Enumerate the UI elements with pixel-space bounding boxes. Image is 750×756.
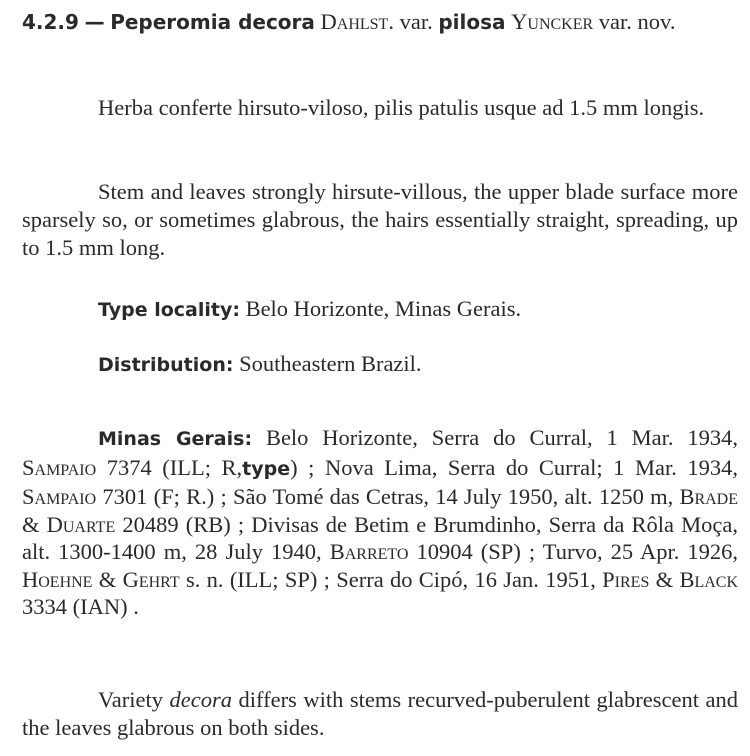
english-description: Stem and leaves strongly hirsute-villous, the upper blade surface more sparsely so, or sometimes glabrous, the hairs essentially straight, spreading, up to 1.5 mm long. [22,179,738,260]
specimens-examined [22,424,738,621]
specimen-text: Belo Horizonte, Serra do Curral, 1 Mar. 1934, [265,425,738,450]
specimen-text: s. n. (ILL; SP) ; Serra do Cipó, 16 Jan. 1951, [185,566,596,592]
type-locality-value: Belo Horizonte, Minas Gerais. [245,296,522,321]
type-locality-label: Type locality: [98,299,240,321]
species-name: Peperomia decora [110,10,315,34]
distribution-label: Distribution: [98,354,234,376]
distribution [22,350,738,379]
distribution-value: Southeastern Brazil. [239,351,422,376]
specimen-text: 7301 (F; R.) ; São Tomé das Cetras, 14 July 1950, alt. 1250 m, [102,484,674,509]
variety-author: Yuncker [511,9,594,34]
specimen-text: 10904 (SP) ; Turvo, 25 Apr. 1926, [416,539,739,564]
latin-diagnosis: Herba conferte hirsuto-viloso, pilis patulis usque ad 1.5 mm longis. [98,95,705,120]
collector-name: Brade & Duarte [22,484,739,537]
comparison-note [22,686,738,742]
type-locality [22,295,738,324]
variety-name: pilosa [438,10,506,34]
collector-name: Pires & Black [602,566,739,592]
var-abbrev: var. [399,9,433,34]
collector-name: Barreto [329,539,409,564]
section-number: 4.2.9 [22,10,79,34]
comparison-rest: differs with stems recurved-puberulent glabrescent and the leaves glabrous on both sides. [22,687,738,740]
collector-name: Sampaio [22,454,97,480]
comparison-variety: decora [169,687,232,712]
collector-name: Sampaio [22,484,97,509]
type-designation: type [242,457,291,480]
specimen-text: 3334 (IAN) . [22,594,139,619]
heading-dash: — [84,10,105,34]
comparison-prefix: Variety [98,687,163,712]
state-label: Minas Gerais: [98,428,253,450]
specimen-text: ) ; Nova Lima, Serra do Curral; 1 Mar. 1934, [290,454,738,480]
species-author: Dahlst. [320,9,394,34]
species-heading [22,8,738,36]
collector-name: Hoehne & Gehrt [22,566,180,592]
specimen-text: 7374 (ILL; R, [106,454,243,480]
novelty-status: var. nov. [598,9,676,34]
specimen-text: 20489 (RB) ; Divisas de Betim e Brumdinho, Serra da Rôla Moça, alt. 1300-1400 m, 28 July 1940, [22,511,738,564]
